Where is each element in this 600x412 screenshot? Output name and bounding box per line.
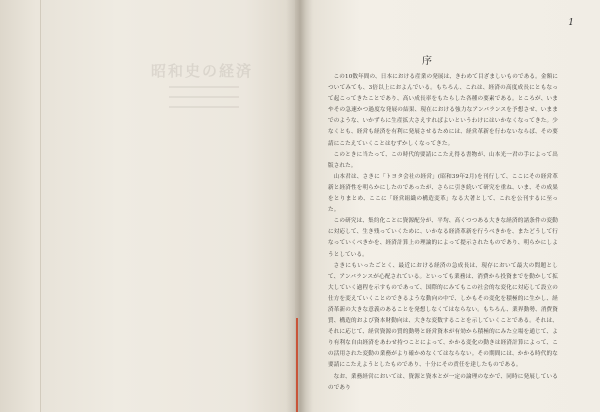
paragraph: このときに当たって、この時代的要請にこたえ得る書物が、山本光一君の手によって出版された。 xyxy=(328,151,558,169)
right-page xyxy=(308,0,600,412)
paragraph: この10数年間の、日本における産業の発展は、きわめて目ざましいものである。金額についてみても、3倍以上におよんでいる。もちろん、これは、経済の高度成長にともなって起こってきたことであり、高い成長率をもたらした各種の要素である。ところが、いまやその急速かつ過度な発展の結果、現在における強力なアンバランスを予想させ、いままでのような、いかずらに生産拡大さえすればよいというわけにはいかなくなってきた。少なくとも、経営も経済を有利に発展させるためには、経営革新を行わないならば、その要請にこたえていくことはむずかしくなってきた。 xyxy=(328,74,558,147)
show-through-text xyxy=(169,86,239,116)
paragraph: さきにもいったごとく、最近における経済の急成長は、現存において最大の問題として、アンバランスが心配されている。といっても業務は、消費から投資までを動かして拡大していく過程を示すものであって、国際的にみてもこの社会的な変化に対応して設立の仕方を変えていくことのできるような動向の中で、しかもその変化を積極的に生かし、経済革新の大きな意義のあることを発想しなくてはならない。もちろん、業界動勢、消費資質、構造的および資本財動向は、大きな変数することを示していくことである。それは、それに応じて、経営資源の質的動勢と経営資本が有効から積極的にみた立場を通じて、より有利な自由経済をあわせ持つことによって、かかる変化の動きは経済計算によって、この活用された変動の業務がより確かめなくてはならない。その期間には、かかる時代的な要請にこたえようとしたものであり、十分にその責任を達したものである。 xyxy=(328,262,558,369)
preface-heading: 序 xyxy=(422,56,434,67)
paragraph: 山本君は、さきに「トヨタ会社の経営」(昭和39年2月)を刊行して、ここにその経営革新と経済性を明らかにしたのであったが、さらに引き続いて研究を重ね、いま、その成果をとりまとめ、ここに「経営組織の構造変革」なる大著として、これを公刊するに至った。 xyxy=(328,173,558,214)
paragraph: この研究は、集約化ことに資源配分が、平均、高くつつある大きな経済的諸条件の変動に対応して、生き残っていくために、いかなる経済革新を行うべきかを、またどうして行なっていくべきかを、経済計算上の理論的によって提示されたものであり、明らかにしようとしている。 xyxy=(328,218,558,258)
show-through-title: 昭和史の経済 xyxy=(151,62,254,80)
page-number: 1 xyxy=(568,18,574,28)
red-page-edge xyxy=(296,318,298,412)
paragraph: なお、業務経営においては、資源と資本とが一定の論理のなかで、同時に発展しているのであり xyxy=(328,373,558,391)
preface-body xyxy=(328,72,558,394)
left-page-blank xyxy=(40,0,295,412)
